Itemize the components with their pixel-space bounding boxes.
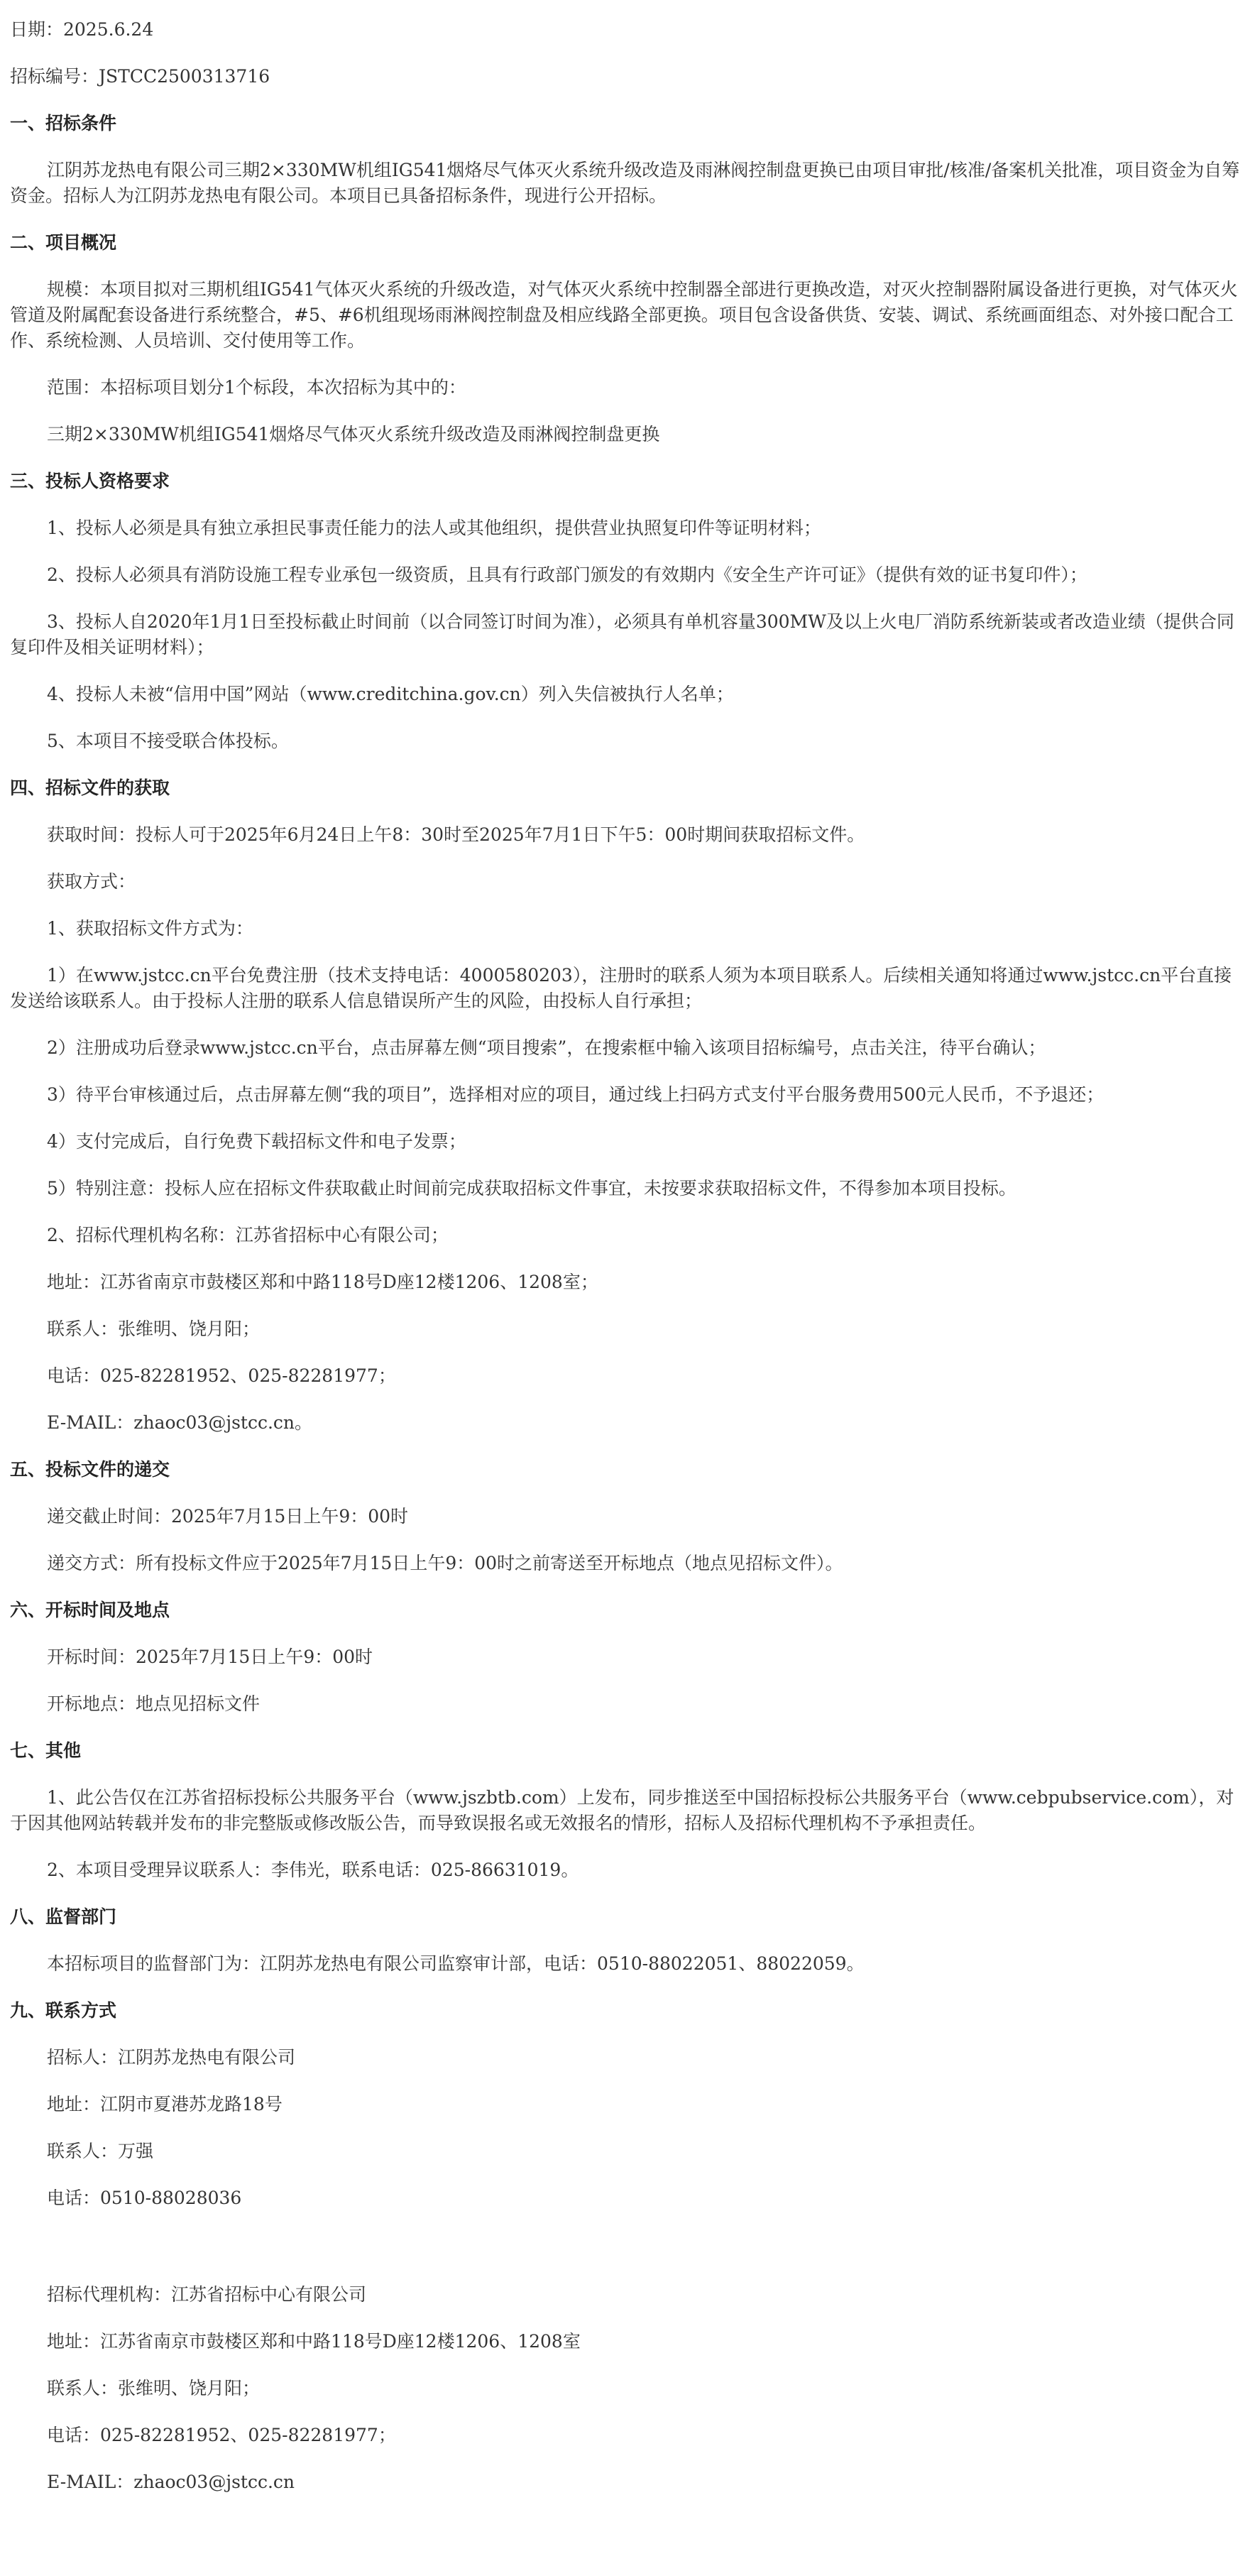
paragraph: 电话：0510-88028036 (47, 2188, 242, 2208)
paragraph: 3）待平台审核通过后，点击屏幕左侧“我的项目”，选择相对应的项目，通过线上扫码方式支付平台服务费用500元人民币，不予退还； (47, 1084, 1105, 1105)
paragraph: 招标人：江阴苏龙热电有限公司 (47, 2047, 296, 2068)
paragraph: 递交方式：所有投标文件应于2025年7月15日上午9：00时之前寄送至开标地点（地点见招标文件）。 (47, 1553, 843, 1573)
paragraph: 1、此公告仅在江苏省招标投标公共服务平台（www.jszbtb.com）上发布，同步推送至中国招标投标公共服务平台（www.cebpubservice.com），对于因其他网站转载并发布的非完整版或修改版公告，而导致误报名或无效报名的情形，招标人及招标代理机构不予承担责任。 (10, 1787, 1234, 1833)
paragraph: 4）支付完成后，自行免费下载招标文件和电子发票； (47, 1131, 466, 1152)
paragraph: 本招标项目的监督部门为：江阴苏龙热电有限公司监察审计部，电话：0510-88022051、88022059。 (47, 1953, 865, 1974)
paragraph: 开标时间：2025年7月15日上午9：00时 (47, 1647, 373, 1667)
paragraph: 5、本项目不接受联合体投标。 (47, 731, 289, 751)
tender-code: 招标编号：JSTCC2500313716 (10, 66, 270, 87)
paragraph: 1、获取招标文件方式为： (47, 918, 253, 939)
paragraph: 地址：江苏省南京市鼓楼区郑和中路118号D座12楼1206、1208室； (47, 1272, 598, 1292)
paragraph: 地址：江苏省南京市鼓楼区郑和中路118号D座12楼1206、1208室 (47, 2331, 581, 2352)
paragraph: 招标代理机构：江苏省招标中心有限公司 (47, 2284, 367, 2305)
paragraph: 地址：江阴市夏港苏龙路18号 (47, 2094, 283, 2114)
announcement-date: 日期：2025.6.24 (10, 19, 154, 40)
paragraph: 开标地点：地点见招标文件 (47, 1693, 261, 1714)
section-heading: 八、监督部门 (10, 1906, 117, 1927)
section-heading: 三、投标人资格要求 (10, 471, 170, 491)
paragraph: 规模：本项目拟对三期机组IG541气体灭火系统的升级改造，对气体灭火系统中控制器全部进行更换改造，对灭火控制器附属设备进行更换，对气体灭火管道及附属配套设备进行系统整合，#5、#6机组现场雨淋阀控制盘及相应线路全部更换。项目包含设备供货、安装、调试、系统画面组态、对外接口配合工作、系统检测、人员培训、交付使用等工作。 (10, 279, 1238, 351)
section-heading: 六、开标时间及地点 (10, 1600, 170, 1620)
section-heading: 一、招标条件 (10, 113, 117, 133)
paragraph: 获取方式： (47, 871, 136, 892)
paragraph: 5）特别注意：投标人应在招标文件获取截止时间前完成获取招标文件事宜，未按要求获取招标文件，不得参加本项目投标。 (47, 1178, 1016, 1199)
paragraph: 2、投标人必须具有消防设施工程专业承包一级资质，且具有行政部门颁发的有效期内《安全生产许可证》（提供有效的证书复印件）； (47, 564, 1087, 585)
section-heading: 七、其他 (10, 1740, 82, 1761)
spacer (10, 2232, 1245, 2279)
announcement-body (10, 111, 1245, 2495)
paragraph: 联系人：张维明、饶月阳； (47, 2378, 261, 2398)
paragraph: 1）在www.jstcc.cn平台免费注册（技术支持电话：4000580203），注册时的联系人须为本项目联系人。后续相关通知将通过www.jstcc.cn平台直接发送给该联系人。由于投标人注册的联系人信息错误所产生的风险，由投标人自行承担； (10, 965, 1232, 1011)
paragraph: 电话：025-82281952、025-82281977； (47, 1365, 396, 1386)
paragraph: 2、本项目受理异议联系人：李伟光，联系电话：025-86631019。 (47, 1860, 579, 1880)
paragraph: 三期2×330MW机组IG541烟烙尽气体灭火系统升级改造及雨淋阀控制盘更换 (47, 424, 660, 444)
paragraph: E-MAIL：zhaoc03@jstcc.cn。 (47, 1412, 313, 1433)
section-heading: 二、项目概况 (10, 232, 117, 253)
paragraph: 2）注册成功后登录www.jstcc.cn平台，点击屏幕左侧“项目搜索”，在搜索框中输入该项目招标编号，点击关注，待平台确认； (47, 1037, 1046, 1058)
paragraph: 联系人：万强 (47, 2141, 154, 2161)
paragraph: 4、投标人未被“信用中国”网站（www.creditchina.gov.cn）列入失信被执行人名单； (47, 684, 734, 704)
paragraph: E-MAIL：zhaoc03@jstcc.cn (47, 2472, 295, 2492)
paragraph: 电话：025-82281952、025-82281977； (47, 2425, 396, 2445)
paragraph: 联系人：张维明、饶月阳； (47, 1319, 261, 1339)
paragraph: 获取时间：投标人可于2025年6月24日上午8：30时至2025年7月1日下午5：00时期间获取招标文件。 (47, 824, 865, 845)
paragraph: 2、招标代理机构名称：江苏省招标中心有限公司； (47, 1225, 449, 1245)
paragraph: 3、投标人自2020年1月1日至投标截止时间前（以合同签订时间为准），必须具有单机容量300MW及以上火电厂消防系统新装或者改造业绩（提供合同复印件及相关证明材料）； (10, 611, 1234, 657)
section-heading: 九、联系方式 (10, 2000, 117, 2021)
paragraph: 1、投标人必须是具有独立承担民事责任能力的法人或其他组织，提供营业执照复印件等证明材料； (47, 518, 821, 538)
paragraph: 范围：本招标项目划分1个标段，本次招标为其中的： (47, 377, 466, 398)
paragraph: 江阴苏龙热电有限公司三期2×330MW机组IG541烟烙尽气体灭火系统升级改造及雨淋阀控制盘更换已由项目审批/核准/备案机关批准，项目资金为自筹资金。招标人为江阴苏龙热电有限公司。本项目已具备招标条件，现进行公开招标。 (10, 160, 1240, 206)
section-heading: 五、投标文件的递交 (10, 1459, 170, 1480)
section-heading: 四、招标文件的获取 (10, 777, 170, 798)
paragraph: 递交截止时间：2025年7月15日上午9：00时 (47, 1506, 409, 1527)
